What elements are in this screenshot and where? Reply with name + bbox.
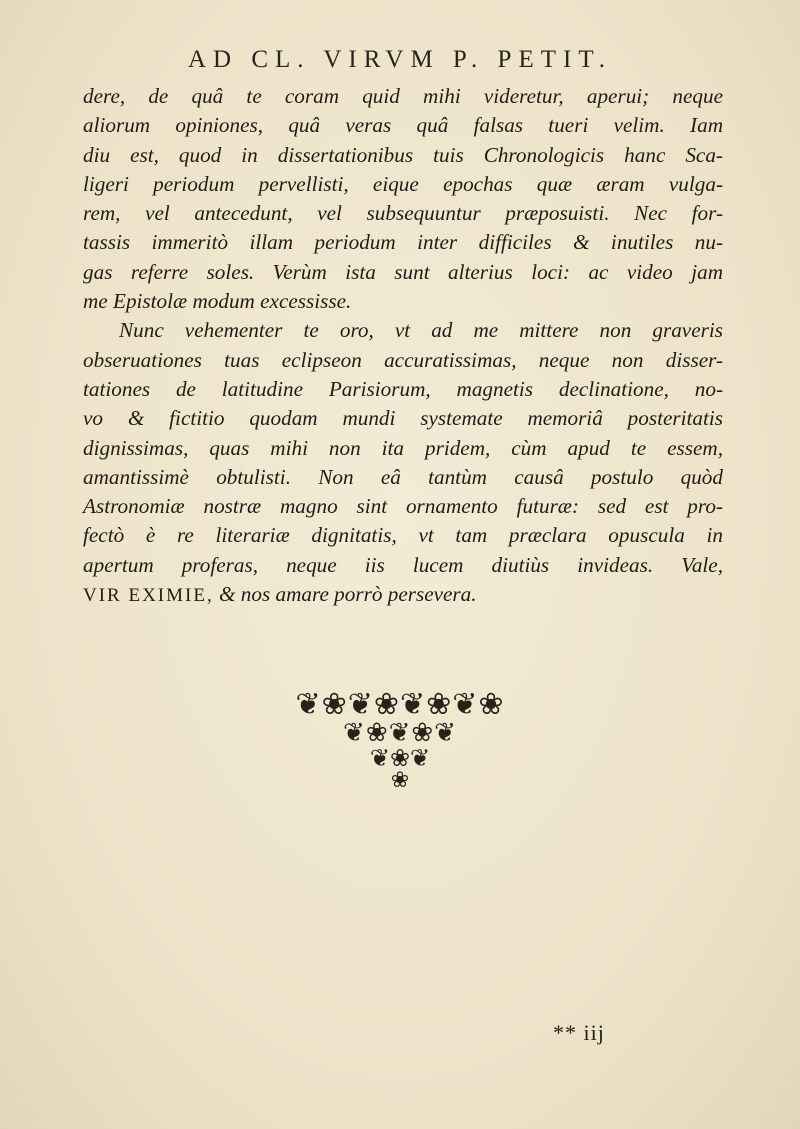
tailpiece-ornament-row: ❦❀❦❀❦ bbox=[343, 718, 457, 748]
text-line: rem, vel antecedunt, vel subsequuntur præposuisti. Nec for- bbox=[83, 201, 723, 226]
text-line: tassis immeritò illam periodum inter difficiles & inutiles nu- bbox=[83, 230, 723, 255]
signature-mark: ** iij bbox=[553, 1020, 605, 1045]
closing-text: & nos amare porrò persevera. bbox=[213, 582, 477, 607]
text-line: dignissimas, quas mihi non ita pridem, cùm apud te essem, bbox=[83, 435, 723, 460]
text-line: dere, de quâ te coram quid mihi videretur, aperui; neque bbox=[83, 84, 723, 108]
text-line: Astronomiæ nostræ magno sint ornamento futuræ: sed est pro- bbox=[83, 494, 723, 519]
text-line: apertum proferas, neque iis lucem diutiùs invideas. Vale, bbox=[83, 552, 723, 577]
text-line: vo & fictitio quodam mundi systemate memoriâ posteritatis bbox=[83, 406, 723, 431]
text-line: fectò è re literariæ dignitatis, vt tam præclara opuscula in bbox=[83, 523, 723, 548]
text-line: ligeri periodum pervellisti, eique epochas quæ æram vulga- bbox=[83, 171, 723, 196]
salutation: VIR EXIMIE, bbox=[83, 585, 214, 607]
text-line: diu est, quod in dissertationibus tuis Chronologicis hanc Sca- bbox=[83, 142, 723, 167]
tailpiece-ornament-row: ❦❀❦❀❦❀❦❀ bbox=[295, 687, 505, 722]
text-line: gas referre soles. Verùm ista sunt alterius loci: ac video jam bbox=[83, 259, 723, 284]
text-line: aliorum opiniones, quâ veras quâ falsas tueri velim. Iam bbox=[83, 113, 723, 138]
text-line: Nunc vehementer te oro, vt ad me mittere non graveris bbox=[119, 318, 723, 343]
tailpiece-ornament-row: ❀ bbox=[390, 768, 410, 793]
letter-body bbox=[83, 82, 723, 609]
closing-line bbox=[83, 580, 723, 609]
text-line: me Epistolæ modum excessisse. bbox=[83, 289, 352, 314]
tailpiece-ornament-row: ❦❀❦ bbox=[369, 744, 431, 772]
text-line: obseruationes tuas eclipseon accuratissimas, neque non disser- bbox=[83, 347, 723, 372]
text-line: amantissimè obtulisti. Non eâ tantùm causâ postulo quòd bbox=[83, 464, 723, 489]
text-line: tationes de latitudine Parisiorum, magnetis declinatione, no- bbox=[83, 376, 723, 401]
running-head: AD CL. VIRVM P. PETIT. bbox=[187, 46, 612, 73]
